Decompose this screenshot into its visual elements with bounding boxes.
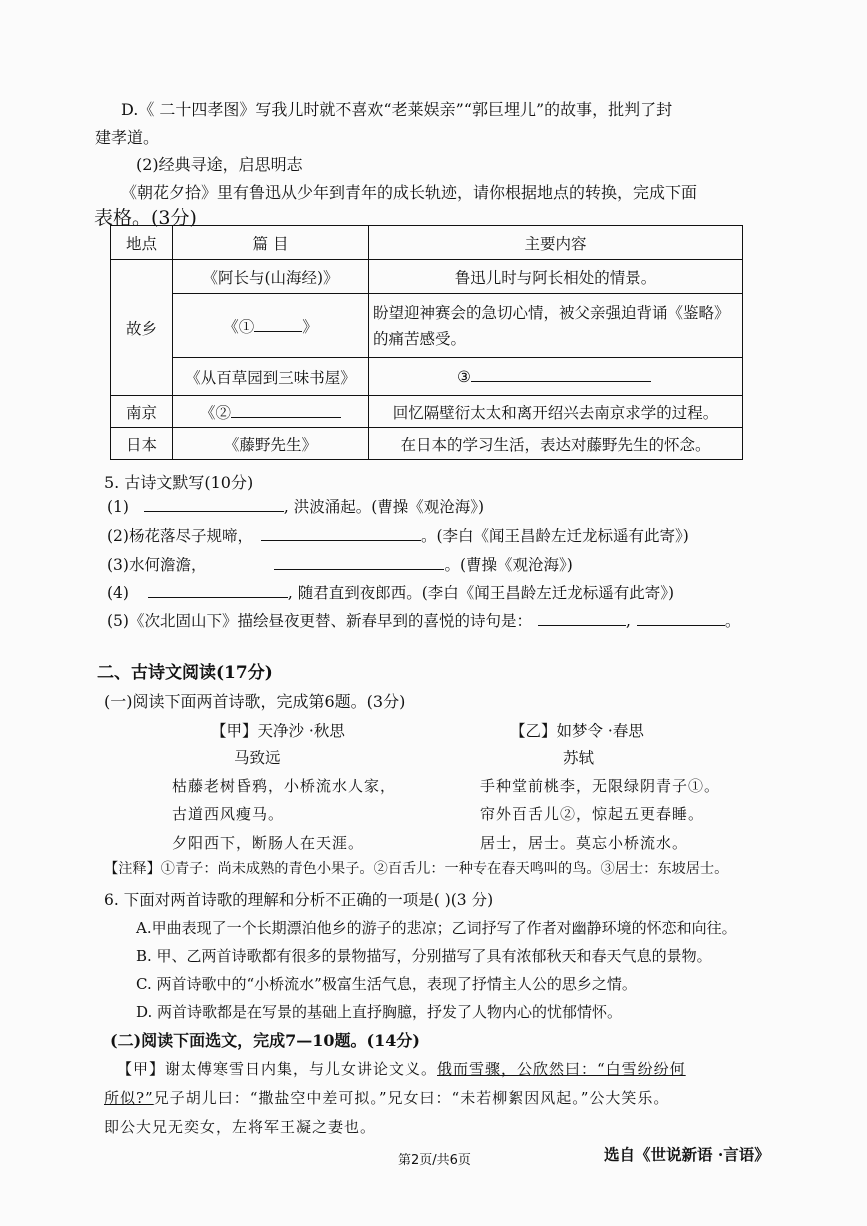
q5-l3-a: (3)水何澹澹， (107, 556, 207, 574)
q5-l5-blank1[interactable] (538, 611, 626, 626)
header-title: 篇 目 (173, 226, 369, 260)
table-row (111, 428, 743, 460)
q5-l5-blank2[interactable] (637, 611, 725, 626)
page-number: 第2页/共6页 (398, 1153, 471, 1168)
section2-title: 二、古诗文阅读(17分) (97, 663, 273, 683)
q5-line3 (107, 553, 573, 575)
poem-b-line: 手种堂前桃李，无限绿阴青子①。 (480, 777, 721, 795)
option-d-cont: 建孝道。 (95, 128, 160, 147)
q5-l2-blank[interactable] (261, 526, 421, 541)
subsection-title: (2)经典寻途，启思明志 (136, 155, 303, 174)
q5-l4-num: (4) (107, 584, 129, 602)
row5-title: 《藤野先生》 (173, 428, 369, 460)
row4-title-cell (173, 396, 369, 428)
poem-b-author: 苏轼 (563, 749, 595, 767)
poem-a-line: 枯藤老树昏鸦，小桥流水人家， (172, 777, 397, 795)
reading-table (110, 225, 743, 460)
q5-l1-text: , 洪波涌起。(曹操《观沧海》) (283, 498, 485, 516)
table-row (111, 294, 743, 358)
q5-l5: (5)《次北固山下》描绘昼夜更替、新春早到的喜悦的诗句是： (107, 612, 532, 630)
q5-l5-sep: , (625, 612, 631, 630)
passage-line3: 即公大兄无奕女，左将军王凝之妻也。 (104, 1118, 377, 1136)
q5-l2-a: (2)杨花落尽子规啼， (107, 527, 253, 545)
option-d: D.《 二十四孝图》写我儿时就不喜欢“老莱娱亲”“郭巨埋儿”的故事，批判了封 (121, 100, 673, 119)
table-header-row (111, 226, 743, 260)
table-row (111, 358, 743, 396)
row2-title-close: 》 (302, 317, 318, 336)
row4-content: 回忆隔壁衍太太和离开绍兴去南京求学的过程。 (369, 396, 743, 428)
row3-content-blank[interactable] (471, 367, 651, 382)
row2-title-blank[interactable] (254, 317, 302, 332)
place-hometown: 故乡 (111, 260, 173, 396)
q6-stem: 6. 下面对两首诗歌的理解和分析不正确的一项是( )(3 分) (104, 891, 494, 909)
header-place: 地点 (111, 226, 173, 260)
q6-option-c: C. 两首诗歌中的“小桥流水”极富生活气息，表现了抒情主人公的思乡之情。 (136, 975, 637, 993)
passage-l2-a: 所似?” (104, 1089, 154, 1107)
passage-l2-b: 兄子胡儿曰：“撒盐空中差可拟。”兄女曰：“未若柳絮因风起。”公大笑乐。 (153, 1089, 670, 1107)
row2-title: 《① (223, 317, 255, 336)
poem-notes: 【注释】①青子：尚未成熟的青色小果子。②百舌儿：一种专在春天鸣叫的鸟。③居士：东坡居士。 (104, 861, 729, 877)
q5-line2 (107, 524, 689, 546)
table-row (111, 396, 743, 428)
row4-title-blank[interactable] (231, 403, 341, 418)
row2-title-cell (173, 294, 369, 358)
poem-a-author: 马致远 (234, 749, 281, 767)
row1-content: 鲁迅儿时与阿长相处的情景。 (369, 260, 743, 294)
q5-l1-blank[interactable] (144, 497, 284, 512)
header-content: 主要内容 (369, 226, 743, 260)
part2-title: (二)阅读下面选文，完成7—10题。(14分) (110, 1031, 420, 1050)
q5-l3-blank[interactable] (274, 555, 444, 570)
q5-l5-end: 。 (724, 612, 741, 630)
q5-line1 (107, 495, 484, 517)
q6-option-b: B. 甲、乙两首诗歌都有很多的景物描写，分别描写了具有浓郁秋天和春天气息的景物。 (136, 947, 712, 965)
poem-b-line: 居士，居士。莫忘小桥流水。 (480, 834, 689, 852)
q5-line4 (107, 581, 674, 603)
row2-content: 盼望迎神赛会的急切心情，被父亲强迫背诵《鉴略》的痛苦感受。 (369, 294, 743, 358)
q5-l2-b: 。(李白《闻王昌龄左迁龙标遥有此寄》) (420, 527, 689, 545)
q5-l3-b: 。(曹操《观沧海》) (444, 556, 573, 574)
q6-option-a: A.甲曲表现了一个长期漂泊他乡的游子的悲凉；乙词抒写了作者对幽静环境的怀恋和向往。 (136, 919, 737, 937)
passage-l1-b: 俄而雪骤，公欣然曰：“白雪纷纷何 (437, 1060, 686, 1078)
row3-title: 《从百草园到三味书屋》 (173, 358, 369, 396)
row5-content: 在日本的学习生活，表达对藤野先生的怀念。 (369, 428, 743, 460)
row3-content-cell (369, 358, 743, 396)
q6-option-d: D. 两首诗歌都是在写景的基础上直抒胸臆，抒发了人物内心的忧郁情怀。 (136, 1003, 623, 1021)
poem-a-title: 【甲】天净沙 ·秋思 (211, 722, 345, 740)
part1-title: (一)阅读下面两首诗歌，完成第6题。(3分) (104, 692, 406, 711)
q5-title: 5. 古诗文默写(10分) (104, 473, 254, 492)
table-intro-cont: 表格。(3分) (94, 207, 197, 229)
row4-title: 《② (199, 403, 231, 422)
poem-a-line: 古道西风瘦马。 (172, 805, 285, 823)
row5-place: 日本 (111, 428, 173, 460)
q5-l4-text: , 随君直到夜郎西。(李白《闻王昌龄左迁龙标遥有此寄》) (287, 584, 675, 602)
row4-place: 南京 (111, 396, 173, 428)
table-row (111, 260, 743, 294)
row1-title: 《阿长与(山海经)》 (173, 260, 369, 294)
q5-line5 (107, 609, 740, 631)
q5-l1-num: (1) (107, 498, 129, 516)
poem-a-line: 夕阳西下，断肠人在天涯。 (172, 834, 365, 852)
passage-l1-a: 【甲】谢太傅寒雪日内集，与儿女讲论文义。 (117, 1060, 438, 1078)
source-note: 选自《世说新语 ·言语》 (604, 1145, 770, 1164)
table-intro: 《朝花夕拾》里有鲁迅从少年到青年的成长轨迹，请你根据地点的转换，完成下面 (121, 183, 698, 202)
passage-line1 (117, 1058, 686, 1079)
passage-line2 (104, 1087, 669, 1108)
q5-l4-blank[interactable] (148, 583, 288, 598)
poem-b-line: 帘外百舌儿②，惊起五更春睡。 (480, 805, 705, 823)
row3-content: ③ (457, 368, 471, 386)
poem-b-title: 【乙】如梦令 ·春思 (510, 722, 644, 740)
